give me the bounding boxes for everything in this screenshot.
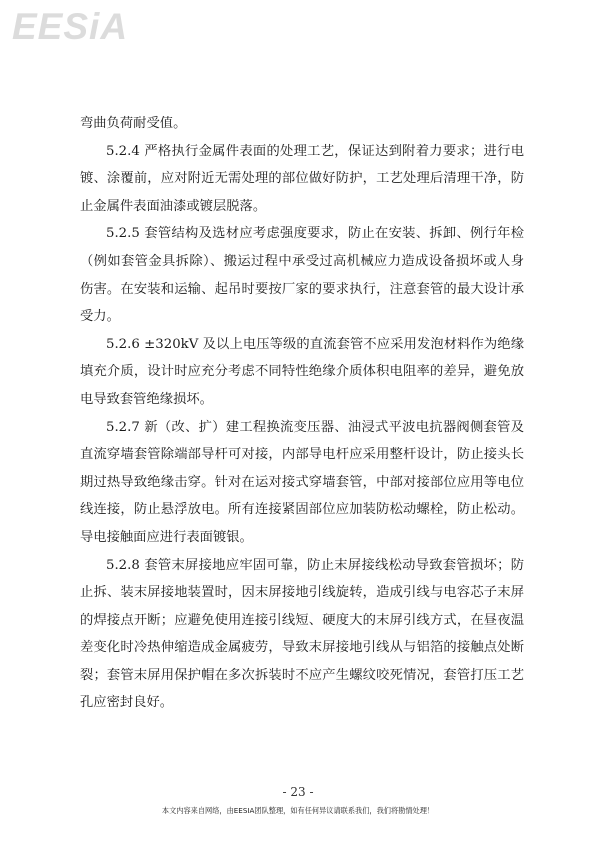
footer-disclaimer: 本文内容来自网络，由EESIA团队整理，如有任何异议请联系我们，我们将勘情处理！ (161, 806, 435, 815)
page-number: - 23 - (282, 785, 314, 799)
paragraph-5-2-5: 5.2.5 套管结构及选材应考虑强度要求，防止在安装、拆卸、例行年检（例如套管金具拆除）、搬运过程中承受过高机械应力造成设备损坏或人身伤害。在安装和运输、起吊时要按厂家的要求执行，注意套管的最大设计承受力。 (80, 226, 524, 325)
paragraph-5-2-6: 5.2.6 ±320kV 及以上电压等级的直流套管不应采用发泡材料作为绝缘填充介质，设计时应充分考虑不同特性绝缘介质体积电阻率的差异，避免放电导致套管绝缘损坏。 (80, 336, 524, 407)
eesia-watermark-logo: EESiA (12, 6, 129, 47)
paragraph-5-2-8: 5.2.8 套管末屏接地应牢固可靠，防止末屏接线松动导致套管损坏；防止拆、装末屏接地装置时，因末屏接地引线旋转，造成引线与电容芯子末屏的焊接点开断；应避免使用连接引线短、硬度大的末屏引线方式，在昼夜温差变化时冷热伸缩造成金属疲劳，导致末屏接地引线从与铝箔的接触点处断裂；套管末屏用保护帽在多次拆装时不应产生螺纹咬死情况，套管打压工艺孔应密封良好。 (80, 557, 524, 711)
paragraph-continuation: 弯曲负荷耐受值。 (80, 116, 187, 131)
paragraph-5-2-4: 5.2.4 严格执行金属件表面的处理工艺，保证达到附着力要求；进行电镀、涂覆前，应对附近无需处理的部位做好防护，工艺处理后清理干净，防止金属件表面油漆或镀层脱落。 (80, 143, 524, 214)
document-body (80, 110, 524, 717)
paragraph-5-2-7: 5.2.7 新（改、扩）建工程换流变压器、油浸式平波电抗器阀侧套管及直流穿墙套管除端部导杆可对接，内部导电杆应采用整杆设计，防止接头长期过热导致绝缘击穿。针对在运对接式穿墙套管，中部对接部位应用等电位线连接，防止悬浮放电。所有连接紧固部位应加装防松动螺栓，防止松动。导电接触面应进行表面镀银。 (80, 419, 524, 545)
